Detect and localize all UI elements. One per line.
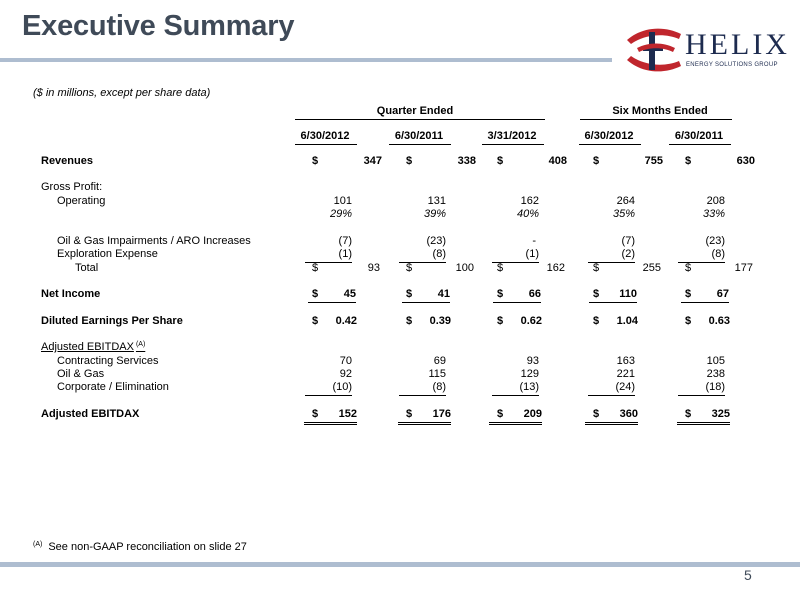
cell-value: (18) [705, 381, 725, 393]
row-label: Adjusted EBITDAX [41, 408, 140, 420]
cell-value: 177 [734, 262, 753, 274]
cell-value: 69 [433, 355, 446, 367]
table-cell [398, 408, 451, 425]
table-cell [469, 368, 539, 382]
row-label: Contracting Services [57, 355, 159, 367]
column-header: 6/30/2012 [300, 130, 350, 142]
table-cell [282, 208, 352, 222]
cell-value: 45 [343, 288, 356, 300]
cell-value: (7) [621, 235, 635, 247]
table-cell [282, 195, 352, 209]
table-row-impairments [0, 235, 800, 249]
cell-value: (23) [705, 235, 725, 247]
column-header: 6/30/2012 [584, 130, 634, 142]
table-row-total [0, 262, 800, 276]
cell-value: 33% [702, 208, 725, 220]
cell-value: 39% [423, 208, 446, 220]
currency-sign: $ [685, 408, 692, 420]
cell-value: 93 [367, 262, 380, 274]
table-cell [308, 288, 356, 303]
currency-sign: $ [593, 155, 600, 167]
cell-value: 162 [520, 195, 539, 207]
table-cell [282, 368, 352, 382]
cell-value: 176 [432, 408, 451, 420]
table-cell [376, 208, 446, 222]
table-cell [565, 355, 635, 369]
table-cell [655, 368, 725, 382]
table-cell [469, 208, 539, 222]
table-cell [593, 262, 663, 276]
currency-sign: $ [685, 262, 692, 274]
table-cell [655, 195, 725, 209]
cell-value: 408 [548, 155, 567, 167]
row-label: Gross Profit: [41, 181, 103, 193]
cell-value: 105 [706, 355, 725, 367]
cell-value: 255 [642, 262, 661, 274]
footer-divider-bar [0, 562, 800, 567]
table-row-operating [0, 195, 800, 209]
table-cell [677, 408, 730, 425]
row-label-text: Adjusted EBITDAX [41, 341, 134, 353]
table-cell [593, 315, 638, 329]
footnote-marker: (A) [135, 341, 146, 348]
cell-value: 115 [428, 368, 446, 380]
cell-value: 131 [427, 195, 446, 207]
helix-logo [623, 18, 790, 80]
row-label: Corporate / Elimination [57, 381, 169, 393]
table-cell [406, 155, 476, 169]
currency-sign: $ [497, 155, 504, 167]
currency-sign: $ [497, 262, 504, 274]
cell-value: 29% [329, 208, 352, 220]
column-header: 6/30/2011 [394, 130, 444, 142]
table-cell [497, 315, 542, 329]
table-cell [376, 355, 446, 369]
table-cell [406, 262, 476, 276]
table-cell [565, 195, 635, 209]
table-cell [565, 235, 635, 249]
cell-value: 41 [437, 288, 450, 300]
table-cell [655, 208, 725, 222]
cell-value: 0.62 [520, 315, 542, 327]
currency-sign: $ [593, 315, 600, 327]
row-label: Total [75, 262, 99, 274]
table-cell [304, 408, 357, 425]
cell-value: 92 [339, 368, 352, 380]
table-cell [681, 288, 729, 303]
cell-value: 101 [333, 195, 352, 207]
page-number: 5 [744, 567, 752, 583]
table-row-corporate-elimination [0, 381, 800, 395]
footnote-marker: (A) [33, 541, 43, 548]
table-cell [655, 235, 725, 249]
currency-sign: $ [685, 288, 692, 300]
cell-value: 360 [619, 408, 638, 420]
column-header: 3/31/2012 [487, 130, 537, 142]
currency-sign: $ [312, 155, 319, 167]
table-row-contracting-services [0, 355, 800, 369]
table-cell [469, 195, 539, 209]
table-cell [305, 248, 352, 263]
table-cell [685, 262, 755, 276]
title-divider-bar [0, 58, 612, 62]
cell-value: 100 [455, 262, 474, 274]
table-cell [585, 408, 638, 425]
table-cell [588, 248, 635, 263]
cell-value: 238 [706, 368, 725, 380]
cell-value: 221 [616, 368, 635, 380]
row-label [41, 341, 145, 353]
table-cell [406, 315, 451, 329]
row-label: Exploration Expense [57, 248, 158, 260]
currency-sign: $ [497, 288, 504, 300]
row-label: Oil & Gas Impairments / ARO Increases [57, 235, 251, 247]
currency-sign: $ [406, 315, 413, 327]
cell-value: 152 [338, 408, 357, 420]
table-cell [399, 248, 446, 263]
table-row-operating-margin [0, 208, 800, 222]
group-underline-six-months [580, 119, 732, 120]
units-note: ($ in millions, except per share data) [33, 87, 211, 99]
cell-value: 208 [706, 195, 725, 207]
table-cell [312, 155, 382, 169]
footnote [33, 541, 247, 553]
cell-value: (7) [338, 235, 352, 247]
cell-value: 209 [523, 408, 542, 420]
logo-wordmark: HELIX [685, 28, 790, 61]
currency-sign: $ [593, 408, 600, 420]
column-header-underline [295, 144, 357, 145]
cell-value: (2) [621, 248, 635, 260]
currency-sign: $ [497, 408, 504, 420]
cell-value: (1) [338, 248, 352, 260]
cell-value: (10) [332, 381, 352, 393]
table-cell [312, 262, 382, 276]
cell-value: 0.39 [429, 315, 451, 327]
logo-tagline: ENERGY SOLUTIONS GROUP [686, 62, 778, 68]
column-header-underline [669, 144, 731, 145]
column-header-underline [579, 144, 641, 145]
cell-value: 264 [616, 195, 635, 207]
table-row-oil-gas [0, 368, 800, 382]
table-cell [497, 155, 567, 169]
cell-value: 93 [526, 355, 539, 367]
row-label: Operating [57, 195, 106, 207]
table-cell [492, 248, 539, 263]
currency-sign: $ [312, 288, 319, 300]
column-header-underline [482, 144, 544, 145]
table-cell [282, 355, 352, 369]
table-cell [469, 355, 539, 369]
table-cell [489, 408, 542, 425]
cell-value: (13) [519, 381, 539, 393]
cell-value: 35% [612, 208, 635, 220]
currency-sign: $ [312, 315, 319, 327]
cell-value: 325 [711, 408, 730, 420]
table-row-revenues [0, 155, 800, 169]
table-cell [565, 368, 635, 382]
currency-sign: $ [406, 155, 413, 167]
group-underline-quarter [295, 119, 545, 120]
row-label: Diluted Earnings Per Share [41, 315, 183, 327]
currency-sign: $ [406, 288, 413, 300]
cell-value: (24) [615, 381, 635, 393]
cell-value: 755 [644, 155, 663, 167]
table-cell [376, 235, 446, 249]
table-cell [376, 195, 446, 209]
currency-sign: $ [593, 288, 600, 300]
group-header-quarter: Quarter Ended [376, 105, 454, 117]
cell-value: 110 [619, 288, 637, 300]
table-cell [282, 235, 352, 249]
table-cell [305, 381, 352, 396]
currency-sign: $ [406, 408, 413, 420]
table-cell [376, 368, 446, 382]
cell-value: 347 [363, 155, 382, 167]
table-cell [402, 288, 450, 303]
cell-value: 338 [457, 155, 476, 167]
cell-value: 162 [546, 262, 565, 274]
cell-value: 0.42 [335, 315, 357, 327]
table-cell [469, 235, 539, 249]
currency-sign: $ [685, 155, 692, 167]
table-cell [655, 355, 725, 369]
row-label: Oil & Gas [57, 368, 105, 380]
cell-value: 163 [616, 355, 635, 367]
column-header-underline [389, 144, 451, 145]
column-header: 6/30/2011 [674, 130, 724, 142]
currency-sign: $ [685, 315, 692, 327]
cell-value: - [532, 235, 536, 247]
table-cell [493, 288, 541, 303]
table-row-adjusted-ebitdax-total [0, 408, 800, 422]
table-row-exploration [0, 248, 800, 262]
cell-value: 630 [736, 155, 755, 167]
cell-value: 70 [339, 355, 352, 367]
footnote-text: See non-GAAP reconciliation on slide 27 [48, 541, 247, 553]
currency-sign: $ [312, 408, 319, 420]
cell-value: 0.63 [708, 315, 730, 327]
table-cell [685, 155, 755, 169]
table-cell [312, 315, 357, 329]
table-row-adjusted-ebitdax-header [0, 341, 800, 355]
row-label: Net Income [41, 288, 101, 300]
currency-sign: $ [593, 262, 600, 274]
row-label: Revenues [41, 155, 93, 167]
cell-value: (8) [432, 248, 446, 260]
currency-sign: $ [497, 315, 504, 327]
table-cell [565, 208, 635, 222]
currency-sign: $ [406, 262, 413, 274]
table-cell [593, 155, 663, 169]
cell-value: 1.04 [616, 315, 638, 327]
table-cell [685, 315, 730, 329]
cell-value: 40% [516, 208, 539, 220]
slide-title: Executive Summary [22, 10, 295, 42]
table-row-net-income [0, 288, 800, 302]
group-header-six-months: Six Months Ended [612, 105, 708, 117]
table-cell [399, 381, 446, 396]
table-cell [678, 248, 725, 263]
cell-value: 67 [716, 288, 729, 300]
cell-value: (1) [525, 248, 539, 260]
cell-value: (8) [432, 381, 446, 393]
cell-value: (23) [426, 235, 446, 247]
cell-value: (8) [711, 248, 725, 260]
currency-sign: $ [312, 262, 319, 274]
cell-value: 66 [528, 288, 541, 300]
table-row-diluted-eps [0, 315, 800, 329]
table-cell [678, 381, 725, 396]
table-cell [589, 288, 637, 303]
table-cell [492, 381, 539, 396]
table-row-gross-profit [0, 181, 800, 195]
table-cell [588, 381, 635, 396]
table-cell [497, 262, 567, 276]
cell-value: 129 [520, 368, 539, 380]
